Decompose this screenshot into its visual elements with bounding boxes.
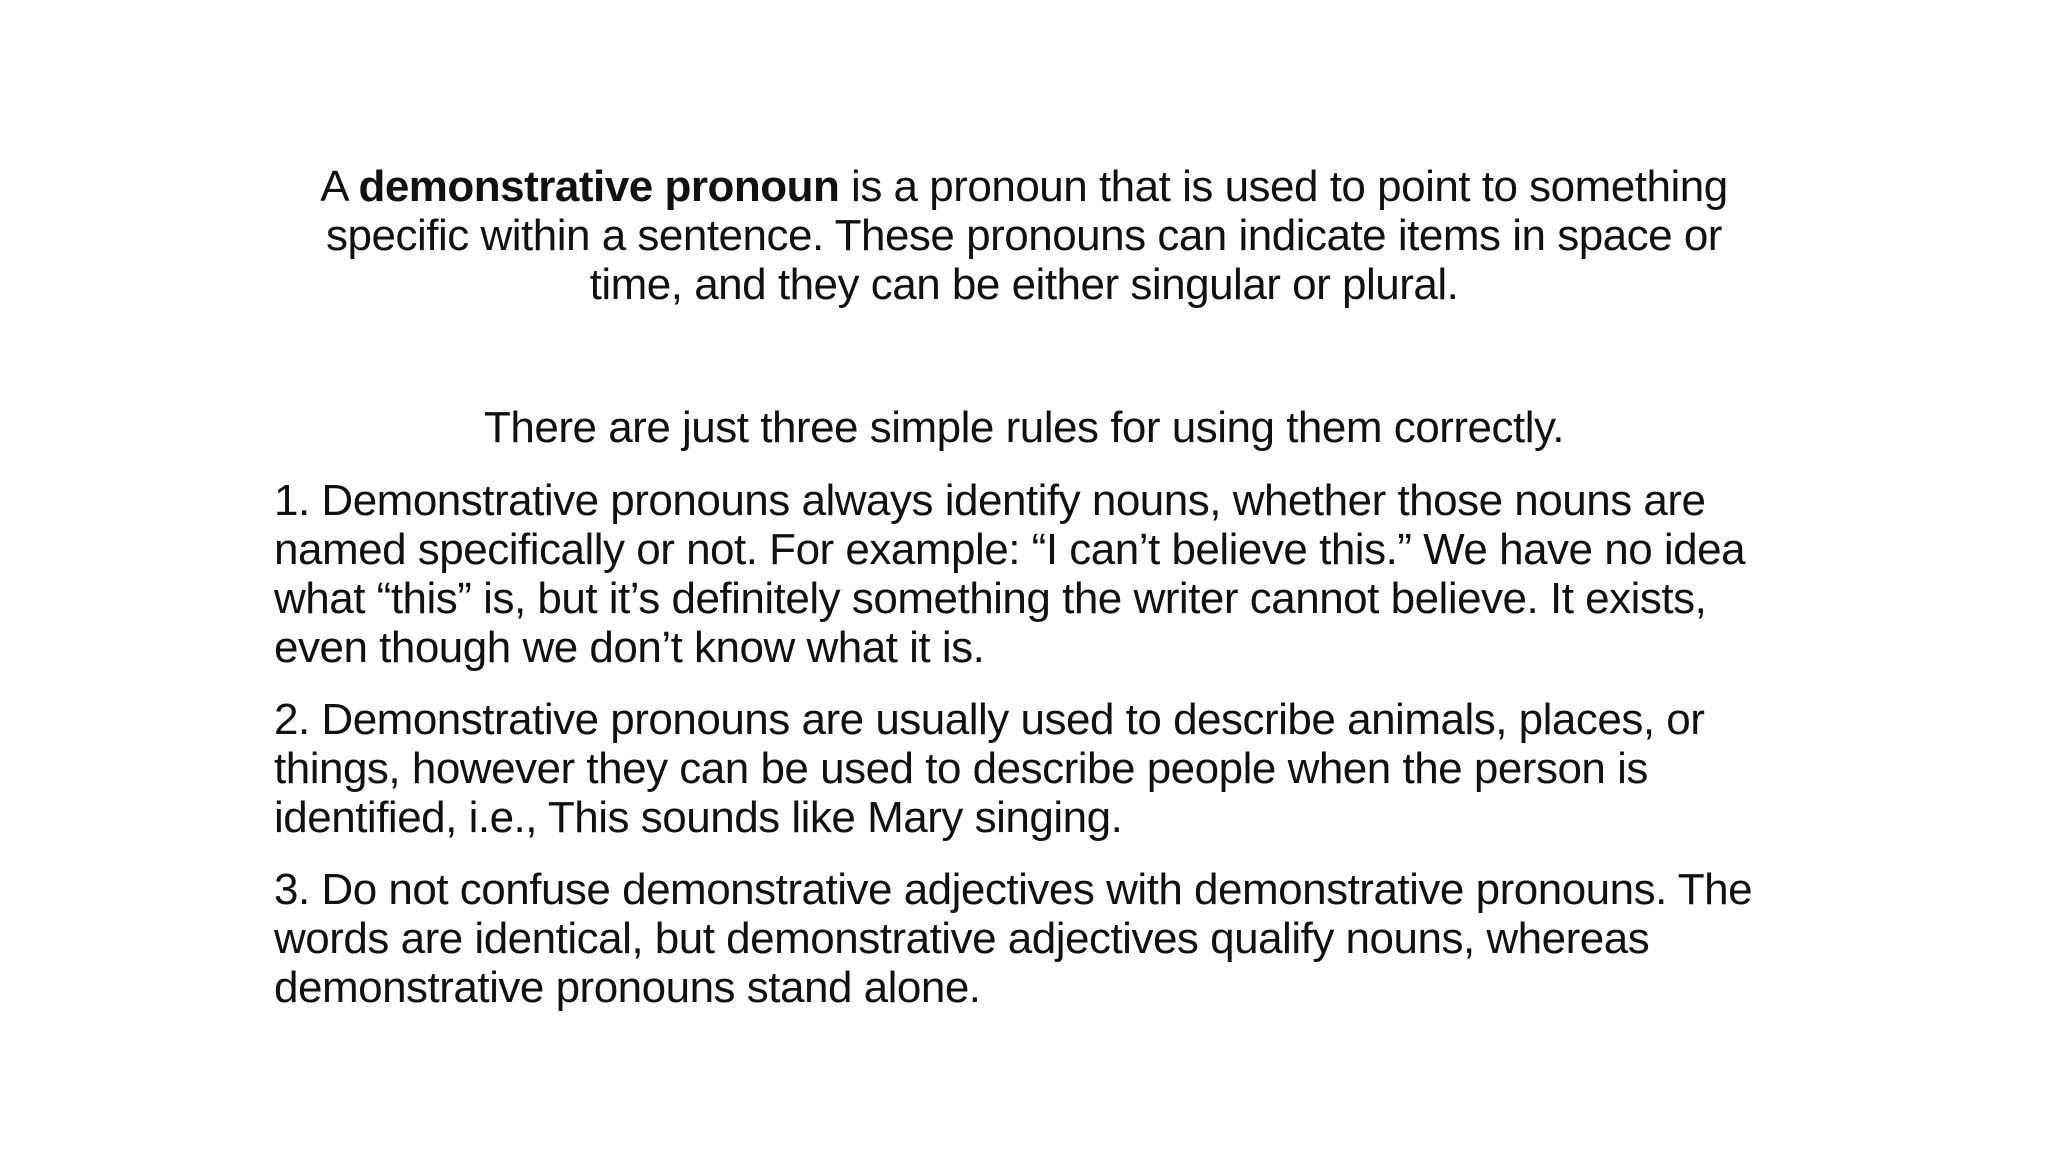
definition-term: demonstrative pronoun (358, 162, 840, 211)
rule-item-1: 1. Demonstrative pronouns always identify nouns, whether those nouns are named specifically or not. For example: “I can’t believe this.” We have no idea what “this” is, but it’s definitely something the writer cannot believe. It exists, even though we don’t know what it is. (274, 476, 1746, 672)
rules-list (274, 476, 1794, 1035)
rule-item-2: 2. Demonstrative pronouns are usually used to describe animals, places, or things, however they can be used to describe people when the person is identified, i.e., This sounds like Mary singing. (274, 695, 1705, 842)
rule-item-3: 3. Do not confuse demonstrative adjectives with demonstrative pronouns. The words are identical, but demonstrative adjectives qualify nouns, whereas demonstrative pronouns stand alone. (274, 865, 1753, 1012)
definition-paragraph (290, 162, 1758, 309)
rules-intro: There are just three simple rules for using them correctly. (484, 403, 1564, 452)
definition-prefix: A (320, 162, 359, 211)
definition-text: is a pronoun that is used to point to something specific within a sentence. These pronouns can indicate items in space or time, and they can be either singular or plural. (326, 162, 1728, 309)
